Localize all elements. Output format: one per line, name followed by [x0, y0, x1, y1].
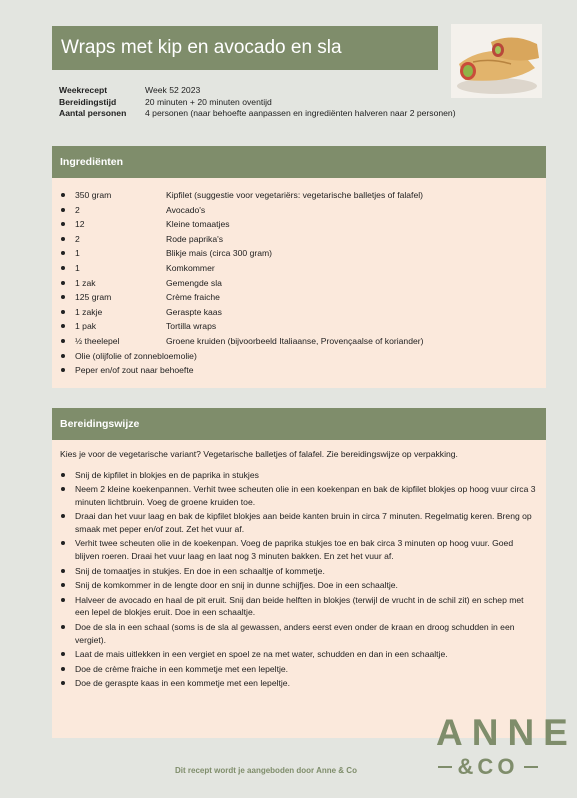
meta-row-time	[59, 97, 456, 109]
ingredient-name: Gemengde sla	[166, 277, 222, 288]
method-step: Draai dan het vuur laag en bak de kipfilet blokjes aan beide kanten bruin in circa 7 minuten. Regelmatig keren. Breng op smaak met peper en/of zout. Zet het vuur af.	[60, 510, 538, 535]
meta-value: Week 52 2023	[145, 85, 201, 95]
meta-row-week	[59, 85, 456, 97]
method-step: Doe de geraspte kaas in een kommetje met een lepeltje.	[60, 677, 538, 690]
footer-credit: Dit recept wordt je aangeboden door Anne & Co	[175, 766, 357, 775]
ingredient-item	[60, 232, 546, 247]
method-step: Snij de komkommer in de lengte door en snij in dunne schijfjes. Doe in een schaaltje.	[60, 579, 538, 592]
ingredient-item	[60, 246, 546, 261]
ingredient-name: Geraspte kaas	[166, 306, 222, 317]
logo-line-1: ANNE	[436, 712, 577, 753]
meta-label: Bereidingstijd	[59, 96, 117, 107]
method-step: Laat de mais uitlekken in een vergiet en spoel ze na met water, schudden en dan in een schaaltje.	[60, 648, 538, 661]
recipe-title: Wraps met kip en avocado en sla	[52, 26, 438, 70]
ingredient-name: Avocado's	[166, 204, 206, 215]
method-steps	[60, 469, 538, 691]
ingredient-name: Blikje mais (circa 300 gram)	[166, 248, 273, 259]
ingredient-qty: 2	[75, 233, 80, 244]
ingredient-name: Komkommer	[166, 262, 215, 273]
ingredient-item	[60, 290, 546, 305]
ingredient-qty: 2	[75, 204, 80, 215]
ingredients-panel	[52, 178, 546, 388]
ingredient-qty: 350 gram	[75, 190, 112, 200]
ingredient-qty: 12	[75, 219, 85, 230]
ingredient-qty: 1 zakje	[75, 306, 103, 317]
logo-line-2: &CO	[457, 754, 519, 779]
ingredient-qty: 1 pak	[75, 321, 97, 332]
wrap-food-photo	[451, 24, 542, 98]
ingredient-qty: 1	[75, 248, 80, 259]
ingredient-item	[60, 188, 546, 203]
ingredient-item	[60, 334, 546, 349]
ingredient-qty: 1 zak	[75, 277, 96, 288]
ingredient-name: Groene kruiden (bijvoorbeeld Italiaanse, Provençaalse of koriander)	[166, 335, 424, 346]
meta-label: Weekrecept	[59, 85, 108, 95]
method-step: Verhit twee scheuten olie in de koekenpan. Voeg de paprika stukjes toe en bak circa 3 minuten op hoog vuur. Goed blijven roeren. Draai het vuur laag en laat nog 3 minuten bakken. En zet het vuur af.	[60, 537, 538, 562]
method-step: Snij de tomaatjes in stukjes. En doe in een schaaltje of kommetje.	[60, 565, 538, 578]
ingredient-item	[60, 217, 546, 232]
ingredients-list	[60, 188, 546, 378]
ingredient-name: Kleine tomaatjes	[166, 219, 230, 230]
method-section	[52, 408, 546, 738]
method-intro: Kies je voor de vegetarische variant? Vegetarische balletjes of falafel. Zie bereidingswijze op verpakking.	[60, 449, 458, 459]
method-step: Doe de sla in een schaal (soms is de sla al gewassen, anders eerst even onder de kraan en droog schudden in een vergiet).	[60, 621, 538, 646]
method-step: Neem 2 kleine koekenpannen. Verhit twee scheuten olie in een koekenpan en bak de kipfilet blokjes op hoog vuur circa 3 minuten lichtbruin. Voeg de groene kruiden toe.	[60, 483, 538, 508]
method-step: Halveer de avocado en haal de pit eruit. Snij dan beide helften in blokjes (terwijl de vrucht in de schil zit) en schep met een lepel de blokjes eruit. Doe in een schaaltje.	[60, 594, 538, 619]
ingredient-qty: 1	[75, 262, 80, 273]
ingredient-qty: 125 gram	[75, 292, 112, 303]
meta-row-persons	[59, 108, 456, 120]
ingredients-section	[52, 146, 546, 388]
ingredient-extra: Peper en/of zout naar behoefte	[60, 363, 546, 378]
ingredient-name: Tortilla wraps	[166, 321, 217, 332]
ingredient-qty: ½ theelepel	[75, 335, 120, 346]
ingredient-item	[60, 305, 546, 320]
ingredient-name: Kipfilet (suggestie voor vegetariërs: vegetarische balletjes of falafel)	[166, 190, 423, 200]
ingredient-name: Crème fraiche	[166, 292, 220, 303]
meta-label: Aantal personen	[59, 108, 127, 118]
ingredient-item	[60, 276, 546, 291]
method-panel	[52, 440, 546, 738]
method-step: Snij de kipfilet in blokjes en de paprika in stukjes	[60, 469, 538, 482]
method-step: Doe de crème fraiche in een kommetje met een lepeltje.	[60, 663, 538, 676]
ingredient-extra: Olie (olijfolie of zonnebloemolie)	[60, 349, 546, 364]
ingredient-item	[60, 319, 546, 334]
meta-value: 20 minuten + 20 minuten oventijd	[145, 96, 272, 107]
ingredients-heading: Ingrediënten	[52, 146, 546, 178]
ingredient-item	[60, 203, 546, 218]
ingredient-name: Rode paprika's	[166, 233, 224, 244]
meta-value: 4 personen (naar behoefte aanpassen en ingrediënten halveren naar 2 personen)	[145, 108, 456, 118]
recipe-meta	[59, 85, 456, 120]
method-heading: Bereidingswijze	[52, 408, 546, 440]
ingredient-item	[60, 261, 546, 276]
